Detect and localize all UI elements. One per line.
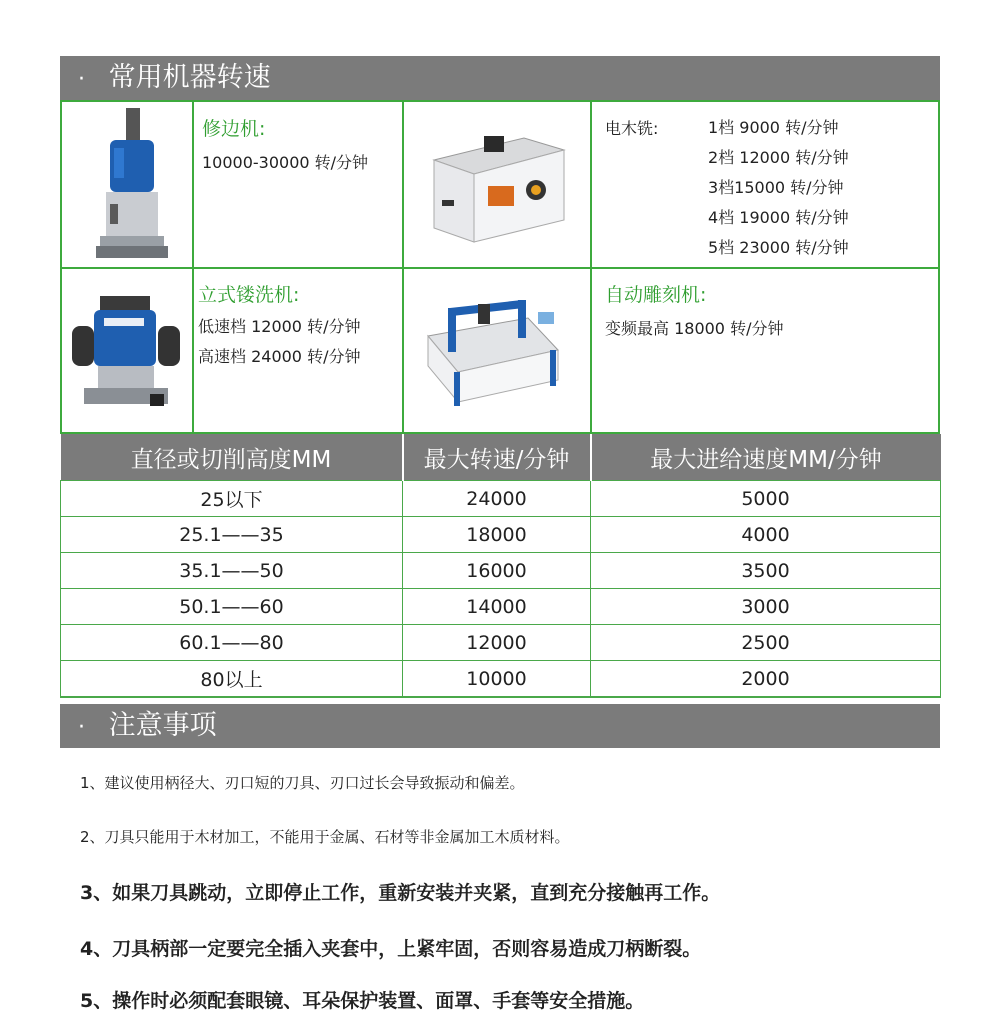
cell-diameter: 25.1——35 bbox=[61, 517, 403, 553]
plunge-router-low: 低速档 12000 转/分钟 bbox=[198, 317, 361, 336]
header-max-feed: 最大进给速度MM/分钟 bbox=[591, 434, 941, 481]
cell-feed: 3500 bbox=[591, 553, 941, 589]
shaper-gears bbox=[708, 113, 849, 263]
cell-speed: 18000 bbox=[403, 517, 591, 553]
shaper-gear-4: 4档 19000 转/分钟 bbox=[708, 208, 849, 227]
trimmer-info bbox=[202, 114, 368, 178]
shaper-gear-2: 2档 12000 转/分钟 bbox=[708, 148, 849, 167]
trimmer-image bbox=[92, 108, 172, 263]
bullet-icon: · bbox=[78, 67, 85, 92]
cell-feed: 2500 bbox=[591, 625, 941, 661]
cell-diameter: 80以上 bbox=[61, 661, 403, 698]
cell-speed: 24000 bbox=[403, 481, 591, 517]
cell-feed: 2000 bbox=[591, 661, 941, 698]
cell-feed: 5000 bbox=[591, 481, 941, 517]
cnc-speed: 变频最高 18000 转/分钟 bbox=[605, 319, 784, 338]
shaper-gear-5: 5档 23000 转/分钟 bbox=[708, 238, 849, 257]
shaper-name: 电木铣: bbox=[605, 119, 659, 138]
grid-line bbox=[62, 267, 938, 269]
plunge-router-image bbox=[70, 290, 182, 415]
shaper-image bbox=[424, 130, 574, 245]
note-item: 3、如果刀具跳动，立即停止工作，重新安装并夹紧，直到充分接触再工作。 bbox=[80, 882, 721, 904]
note-item: 5、操作时必须配套眼镜、耳朵保护装置、面罩、手套等安全措施。 bbox=[80, 990, 645, 1012]
trimmer-speed: 10000-30000 转/分钟 bbox=[202, 153, 369, 172]
table-row bbox=[61, 553, 941, 589]
cnc-name: 自动雕刻机: bbox=[605, 284, 707, 306]
table-row bbox=[61, 517, 941, 553]
cnc-image bbox=[418, 298, 568, 410]
plunge-router-info bbox=[198, 280, 360, 372]
section-header-notes bbox=[60, 704, 940, 748]
plunge-router-name: 立式镂洗机: bbox=[198, 284, 300, 306]
cell-diameter: 60.1——80 bbox=[61, 625, 403, 661]
speed-table bbox=[60, 434, 941, 698]
cell-speed: 14000 bbox=[403, 589, 591, 625]
shaper-gear-1: 1档 9000 转/分钟 bbox=[708, 118, 839, 137]
cell-speed: 10000 bbox=[403, 661, 591, 698]
table-row bbox=[61, 661, 941, 698]
bullet-icon: · bbox=[78, 715, 85, 740]
section-title: 注意事项 bbox=[108, 710, 217, 741]
section-title: 常用机器转速 bbox=[108, 62, 271, 93]
machines-grid bbox=[60, 100, 940, 434]
note-item: 4、刀具柄部一定要完全插入夹套中，上紧牢固，否则容易造成刀柄断裂。 bbox=[80, 938, 702, 960]
table-row bbox=[61, 481, 941, 517]
note-item: 2、刀具只能用于木材加工，不能用于金属、石材等非金属加工木质材料。 bbox=[80, 828, 570, 846]
cell-speed: 12000 bbox=[403, 625, 591, 661]
table-row bbox=[61, 589, 941, 625]
header-diameter: 直径或切削高度MM bbox=[61, 434, 403, 481]
cell-diameter: 35.1——50 bbox=[61, 553, 403, 589]
shaper-gear-3: 3档15000 转/分钟 bbox=[708, 178, 844, 197]
cell-feed: 4000 bbox=[591, 517, 941, 553]
cell-speed: 16000 bbox=[403, 553, 591, 589]
table-header-row bbox=[61, 434, 941, 481]
plunge-router-high: 高速档 24000 转/分钟 bbox=[198, 347, 361, 366]
note-item: 1、建议使用柄径大、刃口短的刀具、刃口过长会导致振动和偏差。 bbox=[80, 774, 525, 792]
section-header-machine-speed bbox=[60, 56, 940, 100]
table-row bbox=[61, 625, 941, 661]
trimmer-name: 修边机: bbox=[202, 118, 266, 140]
cell-diameter: 50.1——60 bbox=[61, 589, 403, 625]
cell-feed: 3000 bbox=[591, 589, 941, 625]
cell-diameter: 25以下 bbox=[61, 481, 403, 517]
header-max-speed: 最大转速/分钟 bbox=[403, 434, 591, 481]
cnc-info bbox=[605, 280, 783, 344]
